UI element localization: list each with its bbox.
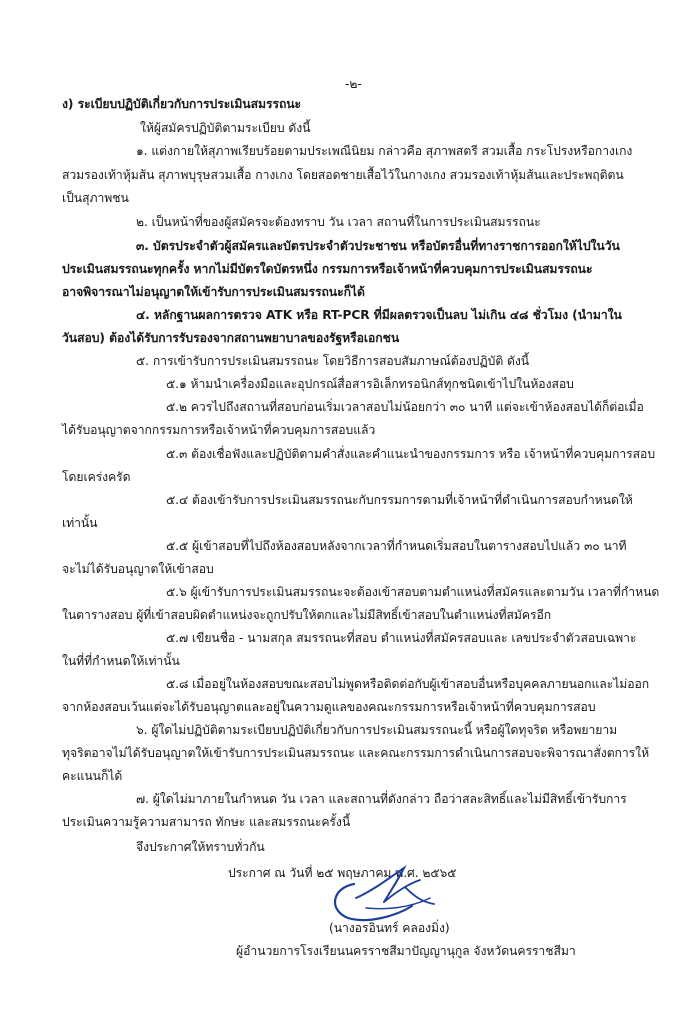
rule-5-4-line-2: เท่านั้น <box>62 516 98 530</box>
rule-5-2-line-1: ๕.๒ ควรไปถึงสถานที่สอบก่อนเริ่มเวลาสอบไม่น้อยกว่า ๓๐ นาที แต่จะเข้าห้องสอบได้ก็ต่อเมื่อ <box>166 400 644 414</box>
rule-6-line-3: คะแนนก็ได้ <box>62 769 123 783</box>
rule-3-line-3: อาจพิจารณาไม่อนุญาตให้เข้ารับการประเมินสมรรถนะก็ได้ <box>62 285 365 299</box>
rule-5-7-line-1: ๕.๗ เขียนชื่อ - นามสกุล สมรรถนะที่สอบ ตำแหน่งที่สมัครสอบและ เลขประจำตัวสอบเฉพาะ <box>166 631 637 645</box>
signer-title: ผู้อำนวยการโรงเรียนนครราชสีมาปัญญานุกูล จังหวัดนครราชสีมา <box>236 944 576 958</box>
rule-5-3-line-2: โดยเคร่งครัด <box>62 470 131 484</box>
intro-text: ให้ผู้สมัครปฏิบัติตามระเบียบ ดังนี้ <box>140 121 311 135</box>
rule-5-3-line-1: ๕.๓ ต้องเชื่อฟังและปฏิบัติตามคำสั่งและคำแนะนำของกรรมการ หรือ เจ้าหน้าที่ควบคุมการสอบ <box>166 447 656 461</box>
handwritten-signature <box>326 858 450 926</box>
rule-1-line-3: เป็นสุภาพชน <box>62 191 129 205</box>
rule-5-7-line-2: ในที่ที่กำหนดให้เท่านั้น <box>62 654 180 668</box>
rule-7-line-2: ประเมินความรู้ความสามารถ ทักษะ และสมรรถนะครั้งนี้ <box>62 815 351 829</box>
closing-text: จึงประกาศให้ทราบทั่วกัน <box>136 840 265 854</box>
rule-6-line-2: ทุจริตอาจไม่ได้รับอนุญาตให้เข้ารับการประเมินสมรรถนะ และคณะกรรมการดำเนินการสอบจะพิจารณาสั่งตการให้ <box>62 746 650 760</box>
rule-1-line-1: ๑. แต่งกายให้สุภาพเรียบร้อยตามประเพณีนิยม กล่าวคือ สุภาพสตรี สวมเสื้อ กระโปรงหรือกางเกง <box>136 144 633 158</box>
rule-5-6-line-1: ๕.๖ ผู้เข้ารับการประเมินสมรรถนะจะต้องเข้าสอบตามตำแหน่งที่สมัครและตามวัน เวลาที่กำหนด <box>166 585 660 599</box>
rule-3-line-1: ๓. บัตรประจำตัวผู้สมัครและบัตรประจำตัวประชาชน หรือบัตรอื่นที่ทางราชการออกให้ไปในวัน <box>136 239 620 253</box>
rule-5-1-line-1: ๕.๑ ห้ามนำเครื่องมือและอุปกรณ์สื่อสารอิเล็กทรอนิกส์ทุกชนิดเข้าไปในห้องสอบ <box>166 377 574 391</box>
rule-5-5-line-2: จะไม่ได้รับอนุญาตให้เข้าสอบ <box>62 562 214 576</box>
rule-5-5-line-1: ๕.๕ ผู้เข้าสอบที่ไปถึงห้องสอบหลังจากเวลาที่กำหนดเริ่มสอบในตารางสอบไปแล้ว ๓๐ นาที <box>166 539 627 553</box>
rule-4-line-1: ๔. หลักฐานผลการตรวจ ATK หรือ RT-PCR ที่มีผลตรวจเป็นลบ ไม่เกิน ๔๘ ชั่วโมง (นำมาใน <box>136 308 622 322</box>
rule-5-2-line-2: ได้รับอนุญาตจากกรรมการหรือเจ้าหน้าที่ควบคุมการสอบแล้ว <box>62 423 376 437</box>
rule-5-4-line-1: ๕.๔ ต้องเข้ารับการประเมินสมรรถนะกับกรรมการตามที่เจ้าหน้าที่ดำเนินการสอบกำหนดให้ <box>166 493 633 507</box>
signer-name: (นางอรอินทร์ คลองมิ่ง) <box>329 921 450 935</box>
rule-5-8-line-1: ๕.๘ เมื่ออยู่ในห้องสอบขณะสอบไม่พูดหรือติดต่อกับผู้เข้าสอบอื่นหรือบุคคลภายนอกและไม่ออก <box>166 677 650 691</box>
rule-7-line-1: ๗. ผู้ใดไม่มาภายในกำหนด วัน เวลา และสถานที่ดังกล่าว ถือว่าสละสิทธิ์และไม่มีสิทธิ์เข้ารับการ <box>136 792 627 806</box>
rule-6-line-1: ๖. ผู้ใดไม่ปฏิบัติตามระเบียบปฏิบัติเกี่ยวกับการประเมินสมรรถนะนี้ หรือผู้ใดทุจริต หรือพยายาม <box>136 723 618 737</box>
page-number: -๒- <box>345 77 362 91</box>
rule-5-6-line-2: ในตารางสอบ ผู้ที่เข้าสอบผิดตำแหน่งจะถูกปรับให้ตกและไม่มีสิทธิ์เข้าสอบในตำแหน่งที่สมัครอีก <box>62 608 552 622</box>
rule-5-8-line-2: จากห้องสอบเว้นแต่จะได้รับอนุญาตและอยู่ในความดูแลของคณะกรรมการหรือเจ้าหน้าที่ควบคุมการสอบ <box>62 700 596 714</box>
announcement-date: ประกาศ ณ วันที่ ๒๕ พฤษภาคม พ.ศ. ๒๕๖๕ <box>228 866 457 880</box>
rule-3-line-2: ประเมินสมรรถนะทุกครั้ง หากไม่มีบัตรใดบัตรหนึ่ง กรรมการหรือเจ้าหน้าที่ควบคุมการประเมินสมรรถนะ <box>62 262 593 276</box>
rule-2-line-1: ๒. เป็นหน้าที่ของผู้สมัครจะต้องทราบ วัน เวลา สถานที่ในการประเมินสมรรถนะ <box>136 215 541 229</box>
rule-5-line-1: ๕. การเข้ารับการประเมินสมรรถนะ โดยวิธีการสอบสัมภาษณ์ต้องปฏิบัติ ดังนี้ <box>136 354 530 368</box>
rule-4-line-2: วันสอบ) ต้องได้รับการรับรองจากสถานพยาบาลของรัฐหรือเอกชน <box>62 331 400 345</box>
section-heading: ง) ระเบียบปฏิบัติเกี่ยวกับการประเมินสมรรถนะ <box>62 97 302 111</box>
rule-1-line-2: สวมรองเท้าหุ้มส้น สุภาพบุรุษสวมเสื้อ กางเกง โดยสอดชายเสื้อไว้ในกางเกง สวมรองเท้าหุ้มส้นและประพฤติตน <box>62 168 624 182</box>
